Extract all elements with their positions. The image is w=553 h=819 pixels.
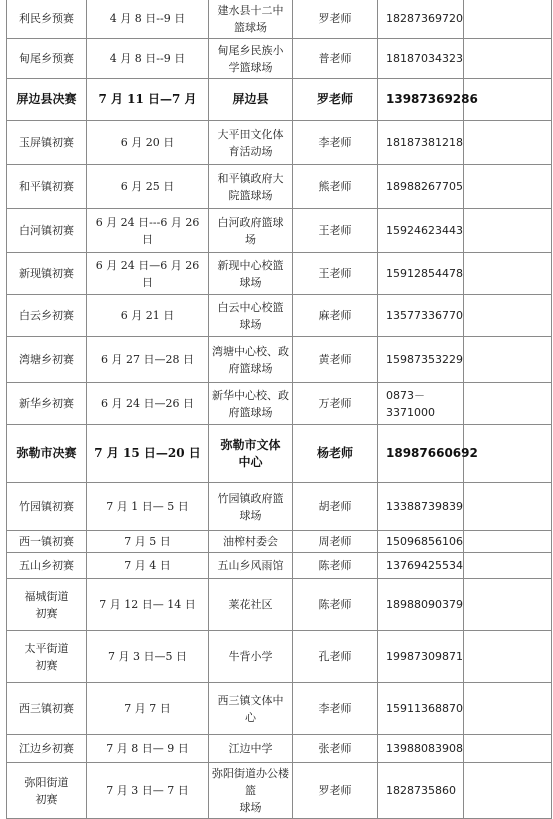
empty-cell	[464, 0, 552, 39]
event-cell: 西一镇初赛	[7, 531, 87, 553]
venue-cell: 牛背小学	[209, 631, 293, 683]
table-row	[7, 253, 552, 295]
venue-cell: 和平镇政府大 院篮球场	[209, 165, 293, 209]
contact-cell: 普老师	[293, 39, 378, 79]
venue-cell: 五山乡风雨馆	[209, 553, 293, 579]
empty-cell	[464, 735, 552, 763]
contact-cell: 张老师	[293, 735, 378, 763]
phone-cell: 15911368870	[378, 683, 464, 735]
phone-cell: 18287369720	[378, 0, 464, 39]
table-row	[7, 631, 552, 683]
empty-cell	[464, 39, 552, 79]
event-cell: 利民乡预赛	[7, 0, 87, 39]
contact-cell: 孔老师	[293, 631, 378, 683]
schedule-table-body	[7, 0, 552, 819]
event-cell: 湾塘乡初赛	[7, 337, 87, 383]
contact-cell: 李老师	[293, 121, 378, 165]
phone-cell: 15096856106	[378, 531, 464, 553]
venue-cell: 西三镇文体中 心	[209, 683, 293, 735]
venue-cell: 甸尾乡民族小 学篮球场	[209, 39, 293, 79]
phone-cell: 13388739839	[378, 483, 464, 531]
empty-cell	[464, 253, 552, 295]
phone-cell: 1828735860	[378, 763, 464, 819]
venue-cell: 莱花社区	[209, 579, 293, 631]
venue-cell: 弥勒市文体 中心	[209, 425, 293, 483]
empty-cell	[464, 553, 552, 579]
phone-cell: 18987660692	[378, 425, 464, 483]
date-cell: 7 月 8 日— 9 日	[87, 735, 209, 763]
empty-cell	[464, 683, 552, 735]
table-row	[7, 383, 552, 425]
table-row	[7, 39, 552, 79]
phone-cell: 15912854478	[378, 253, 464, 295]
phone-cell: 13769425534	[378, 553, 464, 579]
schedule-table	[6, 0, 552, 819]
date-cell: 6 月 24 日—26 日	[87, 383, 209, 425]
date-cell: 6 月 25 日	[87, 165, 209, 209]
contact-cell: 罗老师	[293, 0, 378, 39]
empty-cell	[464, 337, 552, 383]
phone-cell: 0873－3371000	[378, 383, 464, 425]
table-row	[7, 531, 552, 553]
contact-cell: 周老师	[293, 531, 378, 553]
contact-cell: 麻老师	[293, 295, 378, 337]
venue-cell: 建水县十二中 篮球场	[209, 0, 293, 39]
phone-cell: 13988083908	[378, 735, 464, 763]
date-cell: 7 月 1 日— 5 日	[87, 483, 209, 531]
date-cell: 7 月 5 日	[87, 531, 209, 553]
contact-cell: 黄老师	[293, 337, 378, 383]
contact-cell: 陈老师	[293, 553, 378, 579]
table-row	[7, 79, 552, 121]
date-cell: 4 月 8 日--9 日	[87, 0, 209, 39]
empty-cell	[464, 631, 552, 683]
phone-cell: 19987309871	[378, 631, 464, 683]
event-cell: 太平街道 初赛	[7, 631, 87, 683]
contact-cell: 陈老师	[293, 579, 378, 631]
date-cell: 7 月 12 日— 14 日	[87, 579, 209, 631]
venue-cell: 弥阳街道办公楼篮 球场	[209, 763, 293, 819]
empty-cell	[464, 383, 552, 425]
date-cell: 6 月 27 日—28 日	[87, 337, 209, 383]
venue-cell: 大平田文化体 育活动场	[209, 121, 293, 165]
table-row	[7, 763, 552, 819]
empty-cell	[464, 165, 552, 209]
date-cell: 6 月 24 日---6 月 26 日	[87, 209, 209, 253]
table-row	[7, 553, 552, 579]
event-cell: 新华乡初赛	[7, 383, 87, 425]
date-cell: 7 月 3 日— 7 日	[87, 763, 209, 819]
event-cell: 西三镇初赛	[7, 683, 87, 735]
venue-cell: 竹园镇政府篮 球场	[209, 483, 293, 531]
empty-cell	[464, 121, 552, 165]
table-row	[7, 425, 552, 483]
empty-cell	[464, 579, 552, 631]
empty-cell	[464, 209, 552, 253]
event-cell: 新现镇初赛	[7, 253, 87, 295]
event-cell: 五山乡初赛	[7, 553, 87, 579]
phone-cell: 15924623443	[378, 209, 464, 253]
phone-cell: 18187034323	[378, 39, 464, 79]
date-cell: 7 月 15 日—20 日	[87, 425, 209, 483]
phone-cell: 18187381218	[378, 121, 464, 165]
date-cell: 7 月 3 日—5 日	[87, 631, 209, 683]
venue-cell: 屏边县	[209, 79, 293, 121]
phone-cell: 15987353229	[378, 337, 464, 383]
date-cell: 6 月 21 日	[87, 295, 209, 337]
table-row	[7, 0, 552, 39]
table-row	[7, 337, 552, 383]
venue-cell: 新华中心校、政 府篮球场	[209, 383, 293, 425]
empty-cell	[464, 295, 552, 337]
event-cell: 玉屏镇初赛	[7, 121, 87, 165]
phone-cell: 13987369286	[378, 79, 464, 121]
event-cell: 弥勒市决赛	[7, 425, 87, 483]
date-cell: 7 月 7 日	[87, 683, 209, 735]
contact-cell: 李老师	[293, 683, 378, 735]
contact-cell: 罗老师	[293, 79, 378, 121]
table-row	[7, 295, 552, 337]
date-cell: 6 月 20 日	[87, 121, 209, 165]
event-cell: 屏边县决赛	[7, 79, 87, 121]
empty-cell	[464, 531, 552, 553]
event-cell: 竹园镇初赛	[7, 483, 87, 531]
contact-cell: 杨老师	[293, 425, 378, 483]
phone-cell: 18988267705	[378, 165, 464, 209]
venue-cell: 白河政府篮球 场	[209, 209, 293, 253]
contact-cell: 胡老师	[293, 483, 378, 531]
venue-cell: 新现中心校篮 球场	[209, 253, 293, 295]
date-cell: 7 月 11 日—7 月	[87, 79, 209, 121]
event-cell: 福城街道 初赛	[7, 579, 87, 631]
event-cell: 和平镇初赛	[7, 165, 87, 209]
date-cell: 7 月 4 日	[87, 553, 209, 579]
table-row	[7, 165, 552, 209]
contact-cell: 王老师	[293, 253, 378, 295]
contact-cell: 万老师	[293, 383, 378, 425]
contact-cell: 熊老师	[293, 165, 378, 209]
event-cell: 弥阳街道 初赛	[7, 763, 87, 819]
phone-cell: 18988090379	[378, 579, 464, 631]
event-cell: 白河镇初赛	[7, 209, 87, 253]
venue-cell: 湾塘中心校、政 府篮球场	[209, 337, 293, 383]
table-row	[7, 483, 552, 531]
date-cell: 4 月 8 日--9 日	[87, 39, 209, 79]
date-cell: 6 月 24 日—6 月 26 日	[87, 253, 209, 295]
table-row	[7, 735, 552, 763]
table-row	[7, 683, 552, 735]
contact-cell: 王老师	[293, 209, 378, 253]
table-row	[7, 209, 552, 253]
venue-cell: 油榨村委会	[209, 531, 293, 553]
venue-cell: 白云中心校篮 球场	[209, 295, 293, 337]
phone-cell: 13577336770	[378, 295, 464, 337]
event-cell: 白云乡初赛	[7, 295, 87, 337]
table-row	[7, 121, 552, 165]
empty-cell	[464, 763, 552, 819]
event-cell: 江边乡初赛	[7, 735, 87, 763]
table-row	[7, 579, 552, 631]
contact-cell: 罗老师	[293, 763, 378, 819]
event-cell: 甸尾乡预赛	[7, 39, 87, 79]
empty-cell	[464, 483, 552, 531]
venue-cell: 江边中学	[209, 735, 293, 763]
